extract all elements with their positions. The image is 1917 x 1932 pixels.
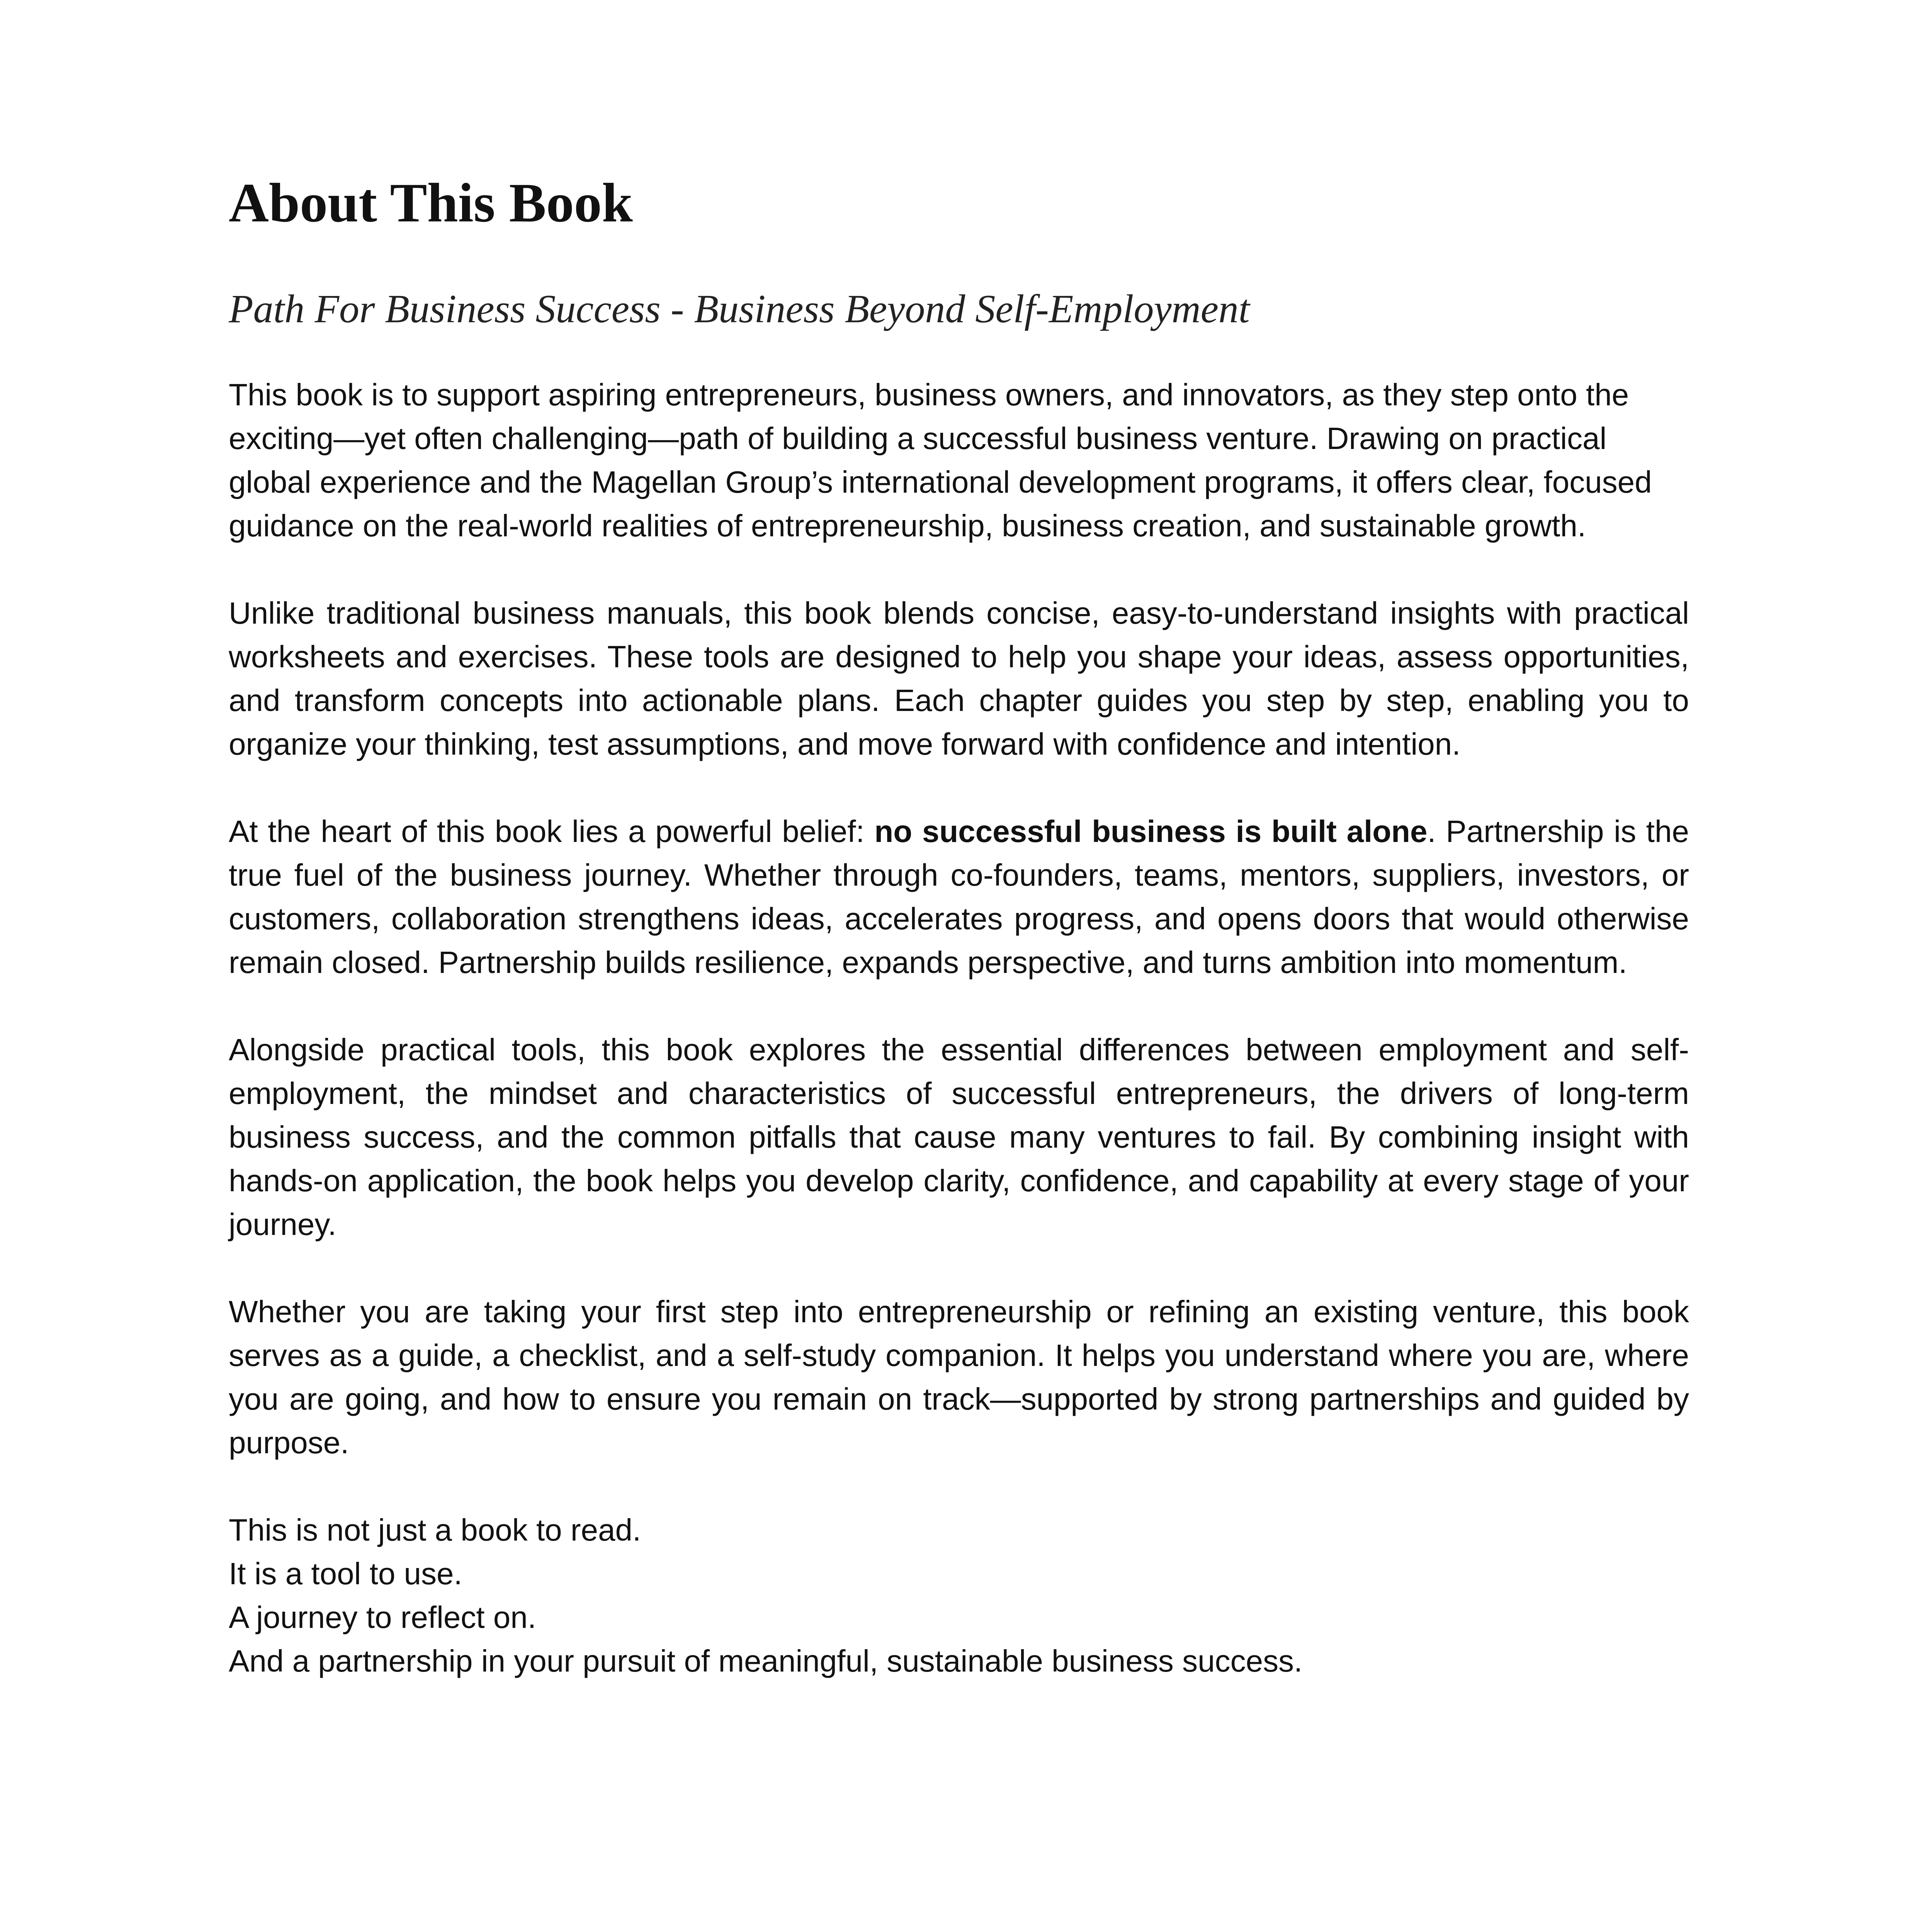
partnership-text-after: . Partnership is the true fuel of the business journey. Whether through co-founders, teams, mentors, suppliers, investors, or customers, collaboration strengthens ideas, accelerates progress, and opens doors that would otherwise remain closed. Partnership builds resilience, expands perspective, and turns ambition into momentum.: [229, 814, 1689, 980]
closing-line: It is a tool to use.: [229, 1556, 462, 1591]
closing-line: A journey to reflect on.: [229, 1600, 537, 1634]
book-page: [229, 170, 1689, 1683]
closing-line: And a partnership in your pursuit of meaningful, sustainable business success.: [229, 1643, 1303, 1678]
closing-lines: [229, 1508, 1689, 1683]
partnership-emphasis: no successful business is built alone: [874, 814, 1428, 849]
body-text: [229, 373, 1689, 1683]
closing-line: This is not just a book to read.: [229, 1512, 641, 1547]
paragraph-intro: This book is to support aspiring entrepreneurs, business owners, and innovators, as they step onto the exciting—yet often challenging—path of building a successful business venture. Drawing on practical global experience and the Magellan Group’s international development programs, it offers clear, focused guidance on the real-world realities of entrepreneurship, business creation, and sustainable growth.: [229, 377, 1652, 543]
paragraph-guide: Whether you are taking your first step into entrepreneurship or refining an existing venture, this book serves as a guide, a checklist, and a self-study companion. It helps you understand where you are, where you are going, and how to ensure you remain on track—supported by strong partnerships and guided by purpose.: [229, 1294, 1689, 1460]
paragraph-partnership: [229, 810, 1689, 984]
page-subtitle: Path For Business Success - Business Beyond Self-Employment: [229, 286, 1250, 331]
paragraph-practical-tools: Alongside practical tools, this book explores the essential differences between employment and self-employment, the mindset and characteristics of successful entrepreneurs, the drivers of long-term business success, and the common pitfalls that cause many ventures to fail. By combining insight with hands-on application, the book helps you develop clarity, confidence, and capability at every stage of your journey.: [229, 1032, 1689, 1242]
page-title: About This Book: [229, 172, 633, 234]
paragraph-manuals: Unlike traditional business manuals, this book blends concise, easy-to-understand insights with practical worksheets and exercises. These tools are designed to help you shape your ideas, assess opportunities, and transform concepts into actionable plans. Each chapter guides you step by step, enabling you to organize your thinking, test assumptions, and move forward with confidence and intention.: [229, 595, 1689, 761]
partnership-text-before: At the heart of this book lies a powerful belief:: [229, 814, 875, 849]
